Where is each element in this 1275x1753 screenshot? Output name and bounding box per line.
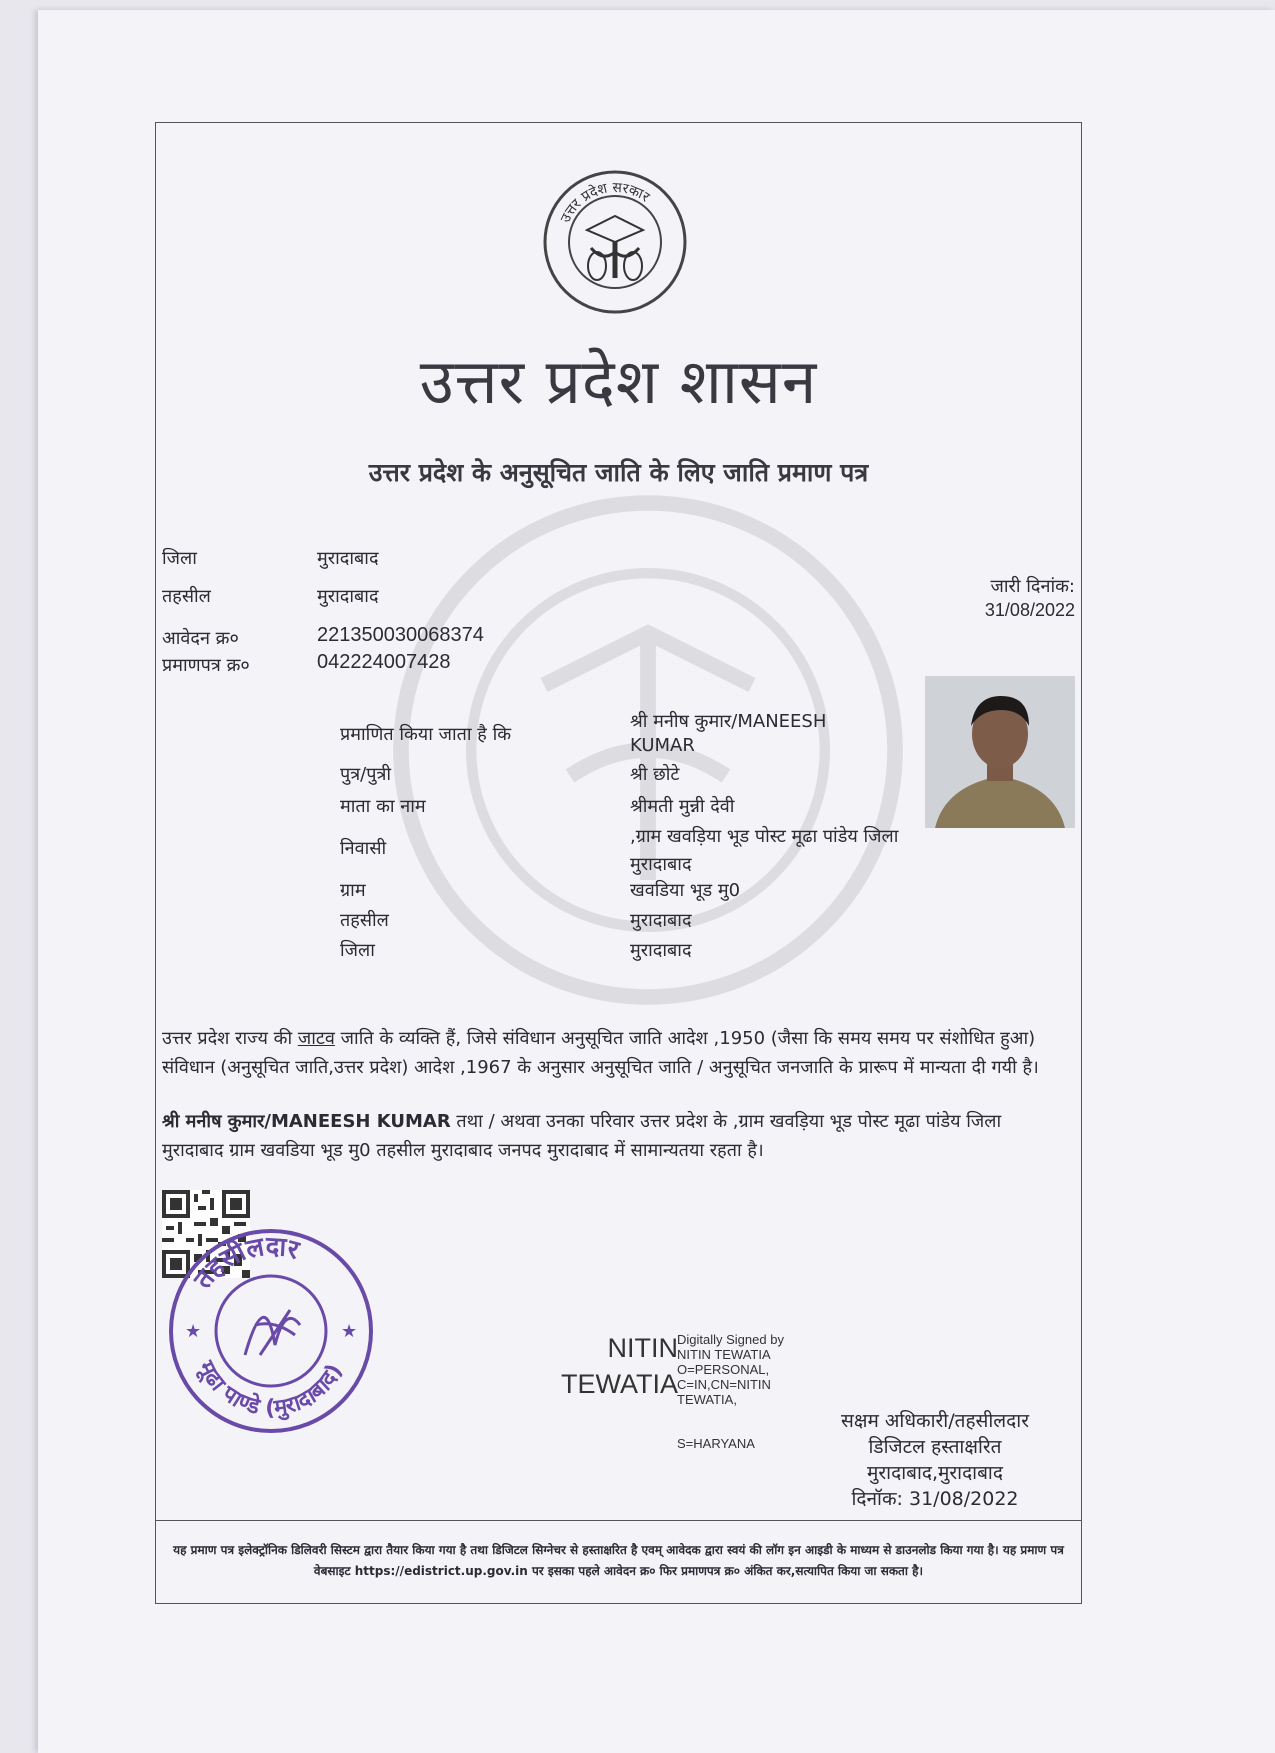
tehsildar-seal — [165, 1225, 377, 1437]
caste-statement-post: जाति के व्यक्ति हैं, जिसे संविधान अनुसूचित जाति आदेश ,1950 (जैसा कि समय समय पर संशोधित हुआ) संविधान (अनुसूचित जाति,उत्तर प्रदेश) आदेश ,1967 के अनुसार अनुसूचित जाति / अनुसूचित जनजाति के प्रारूप में मान्यता दी गयी है। — [162, 1028, 1039, 1078]
svg-text:★: ★ — [185, 1321, 202, 1342]
footer-note: यह प्रमाण पत्र इलेक्ट्रॉनिक डिलिवरी सिस्टम द्वारा तैयार किया गया है तथा डिजिटल सिग्नेचर से हस्ताक्षरित है एवम् आवेदक द्वारा स्वयं की लॉग इन आइडी के माध्यम से डाउनलोड किया गया है। यह प्रमाण पत्र वेबसाइट https://edistrict.up.gov.in पर इसका पहले आवेदन क्र० फिर प्रमाणपत्र क्र० अंकित कर,सत्यापित किया जा सकता है। — [173, 1543, 1064, 1578]
svg-text:तहसीलदार: तहसीलदार — [188, 1231, 303, 1295]
detail-value-address: ,ग्राम खवड़िया भूड पोस्ट मूढा पांडेय जिला मुरादाबाद — [630, 826, 899, 875]
officer-date: दिनॉक: 31/08/2022 — [851, 1488, 1019, 1510]
signer-last-name: TEWATIA — [561, 1369, 678, 1399]
detail-value-name: श्री मनीष कुमार/MANEESH KUMAR — [630, 711, 827, 756]
certificate-number-label: प्रमाणपत्र क्र० — [162, 655, 250, 676]
document-subtitle: उत्तर प्रदेश के अनुसूचित जाति के लिए जाति प्रमाण पत्र — [368, 458, 869, 487]
document-title: उत्तर प्रदेश शासन — [419, 345, 818, 418]
residence-statement-text: तथा / अथवा उनका परिवार उत्तर प्रदेश के ,ग्राम खवड़िया भूड पोस्ट मूढा पांडेय जिला मुरादाबाद ग्राम खवडिया भूड मु0 तहसील मुरादाबाद जनपद मुरादाबाद में सामान्यतया रहता है। — [162, 1111, 1002, 1161]
signature-detail-line: NITIN TEWATIA — [677, 1347, 771, 1362]
signature-detail-line: Digitally Signed by — [677, 1332, 784, 1347]
svg-text:मूढा पाण्डे (मुरादाबाद): मूढा पाण्डे (मुरादाबाद) — [192, 1357, 348, 1422]
signer-first-name: NITIN — [607, 1333, 678, 1363]
detail-label-resident: निवासी — [340, 838, 387, 859]
certificate-number-value: 042224007428 — [317, 651, 451, 673]
officer-sign-type: डिजिटल हस्ताक्षरित — [868, 1436, 1002, 1458]
detail-value-district: मुरादाबाद — [630, 940, 692, 961]
detail-label-mother: माता का नाम — [340, 796, 426, 817]
tehsil-label: तहसील — [162, 586, 211, 607]
detail-value-village: खवडिया भूड मु0 — [630, 880, 741, 901]
application-number-label: आवेदन क्र० — [162, 628, 239, 649]
detail-value-father: श्री छोटे — [630, 764, 680, 785]
residence-person-name: श्री मनीष कुमार/MANEESH KUMAR — [162, 1111, 451, 1132]
detail-label-tehsil: तहसील — [340, 910, 389, 931]
detail-label-son-daughter: पुत्र/पुत्री — [340, 764, 392, 785]
applicant-photo — [925, 676, 1075, 828]
officer-location: मुरादाबाद,मुरादाबाद — [867, 1462, 1003, 1484]
residence-statement-paragraph — [162, 1107, 1067, 1165]
detail-value-tehsil: मुरादाबाद — [630, 910, 692, 931]
district-value: मुरादाबाद — [317, 548, 379, 569]
tehsil-value: मुरादाबाद — [317, 586, 379, 607]
issue-date-value: 31/08/2022 — [984, 600, 1075, 620]
applicant-photo-image — [925, 676, 1075, 828]
signature-detail-line: O=PERSONAL, — [677, 1362, 770, 1377]
caste-statement-paragraph — [162, 1024, 1067, 1082]
signature-detail-line: TEWATIA, — [677, 1392, 737, 1407]
footer-divider — [155, 1520, 1082, 1521]
detail-value-mother: श्रीमती मुन्नी देवी — [630, 796, 735, 817]
signature-detail-line: C=IN,CN=NITIN — [677, 1377, 771, 1392]
detail-label-district: जिला — [340, 940, 375, 961]
signature-details — [677, 1332, 817, 1407]
detail-label-village: ग्राम — [340, 880, 366, 901]
application-number-value: 221350030068374 — [317, 624, 484, 646]
detail-label-certified: प्रमाणित किया जाता है कि — [340, 724, 512, 745]
signer-name — [530, 1330, 678, 1402]
svg-text:★: ★ — [341, 1321, 358, 1342]
district-label: जिला — [162, 548, 197, 569]
officer-block — [800, 1408, 1070, 1512]
caste-statement-pre: उत्तर प्रदेश राज्य की — [162, 1028, 298, 1049]
officer-title: सक्षम अधिकारी/तहसीलदार — [841, 1410, 1029, 1432]
issue-date-label: जारी दिनांक: — [990, 576, 1075, 597]
caste-name: जाटव — [297, 1028, 335, 1049]
signature-state: S=HARYANA — [677, 1436, 755, 1451]
up-government-emblem — [543, 170, 687, 314]
svg-text:उत्तर प्रदेश सरकार: उत्तर प्रदेश सरकार — [557, 179, 653, 226]
